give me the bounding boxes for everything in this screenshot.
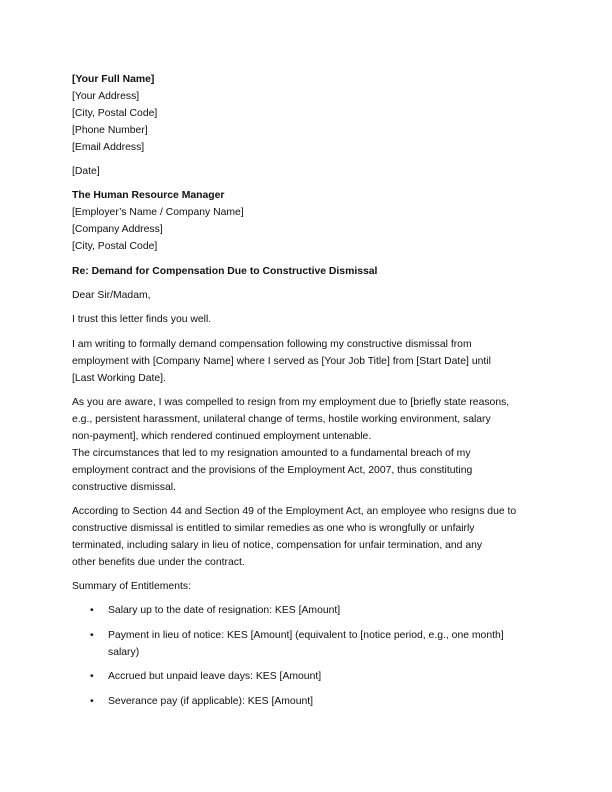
recipient-employer: [Employer’s Name / Company Name] (72, 207, 244, 219)
sender-block (72, 72, 544, 157)
paragraph-line: constructive dismissal is entitled to similar remedies as one who is wrongfully or unfairly (72, 522, 475, 534)
sender-email: [Email Address] (72, 141, 145, 153)
list-item (72, 628, 544, 662)
bullet-icon: • (90, 629, 94, 641)
letter-page (72, 72, 544, 718)
sender-city: [City, Postal Code] (72, 107, 158, 119)
bullet-icon: • (90, 671, 94, 683)
recipient-city: [City, Postal Code] (72, 241, 158, 253)
paragraph-line: According to Section 44 and Section 49 of the Employment Act, an employee who resigns due to (72, 505, 517, 517)
bullet-icon: • (90, 605, 94, 617)
recipient-address: [Company Address] (72, 224, 163, 236)
paragraph-line: other benefits due under the contract. (72, 556, 245, 568)
paragraph-line: As you are aware, I was compelled to resign from my employment due to [briefly state reasons, (72, 397, 510, 408)
list-item (72, 694, 544, 711)
recipient-block (72, 188, 544, 256)
bullet-icon: • (90, 695, 94, 707)
paragraph-line: terminated, including salary in lieu of notice, compensation for unfair termination, and any (72, 539, 483, 551)
paragraph-3 (72, 504, 544, 572)
subject-line: Re: Demand for Compensation Due to Constructive Dismissal (72, 265, 378, 277)
paragraph-line: The circumstances that led to my resignation amounted to a fundamental breach of my (72, 447, 471, 459)
sender-name: [Your Full Name] (72, 74, 155, 85)
sender-phone: [Phone Number] (72, 124, 148, 136)
list-item (72, 603, 544, 620)
list-item (72, 669, 544, 686)
recipient-title: The Human Resource Manager (72, 190, 225, 202)
paragraph-line: constructive dismissal. (72, 481, 176, 493)
list-item-text: Salary up to the date of resignation: KES [Amount] (108, 605, 341, 617)
list-item-text: Severance pay (if applicable): KES [Amount] (108, 695, 314, 707)
paragraph-line: employment contract and the provisions of the Employment Act, 2007, thus constituting (72, 464, 473, 476)
entitlements-list (72, 603, 544, 710)
list-item-text: Payment in lieu of notice: KES [Amount] (equivalent to [notice period, e.g., one month] (108, 629, 504, 641)
paragraph-line: I am writing to formally demand compensation following my constructive dismissal from (72, 338, 472, 350)
list-item-text: Accrued but unpaid leave days: KES [Amount] (108, 671, 322, 683)
paragraph-line: e.g., persistent harassment, unilateral change of terms, hostile working environment, salary (72, 413, 491, 425)
greeting: I trust this letter finds you well. (72, 314, 212, 326)
sender-address: [Your Address] (72, 90, 140, 102)
paragraph-line: employment with [Company Name] where I served as [Your Job Title] from [Start Date] until (72, 355, 491, 367)
list-item-text: salary) (108, 646, 140, 658)
paragraph-line: [Last Working Date]. (72, 372, 166, 384)
paragraph-1 (72, 337, 544, 388)
paragraph-line: non-payment], which rendered continued employment untenable. (72, 430, 372, 442)
summary-heading: Summary of Entitlements: (72, 581, 191, 593)
letter-date: [Date] (72, 166, 100, 178)
salutation: Dear Sir/Madam, (72, 289, 151, 301)
paragraph-2 (72, 395, 544, 496)
